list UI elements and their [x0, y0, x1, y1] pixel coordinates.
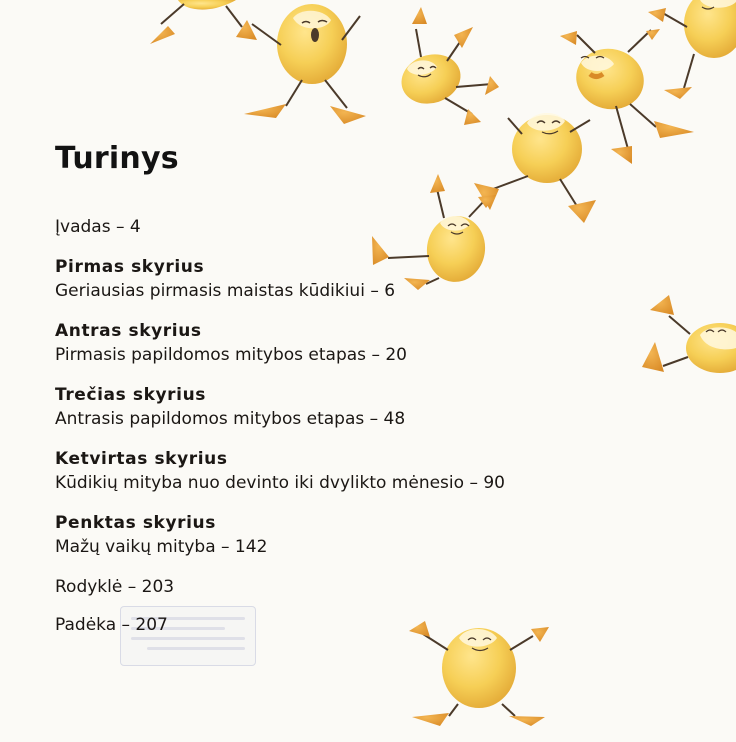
- toc-chapter-line: Kūdikių mityba nuo devinto iki dvylikto mėnesio – 90: [55, 473, 505, 493]
- potato-character-1: [150, 0, 257, 44]
- toc-chapter-line: Antrasis papildomos mitybos etapas – 48: [55, 409, 406, 429]
- potato-character-6: [474, 113, 596, 223]
- toc-chapter-heading: Trečias skyrius: [55, 385, 206, 405]
- potato-character-5: [648, 0, 736, 99]
- toc-index: Rodyklė – 203: [55, 577, 175, 597]
- toc-chapter-heading: Antras skyrius: [55, 321, 202, 341]
- toc-chapter-heading: Ketvirtas skyrius: [55, 449, 228, 469]
- toc-intro: Įvadas – 4: [55, 217, 141, 237]
- toc-chapter-4: [55, 448, 675, 494]
- toc-chapter-2: [55, 320, 675, 366]
- table-of-contents: [55, 216, 675, 654]
- potato-character-4: [560, 29, 694, 164]
- toc-chapter-1: [55, 256, 675, 302]
- toc-chapter-3: [55, 384, 675, 430]
- toc-chapter-line: Geriausias pirmasis maistas kūdikiui – 6: [55, 281, 396, 301]
- toc-chapter-line: Pirmasis papildomos mitybos etapas – 20: [55, 345, 407, 365]
- potato-character-2: [244, 4, 366, 124]
- page-title: Turinys: [55, 141, 179, 176]
- potato-character-3: [395, 7, 499, 125]
- toc-chapter-5: [55, 512, 675, 558]
- toc-chapter-heading: Pirmas skyrius: [55, 257, 205, 277]
- toc-thanks: Padėka – 207: [55, 615, 168, 635]
- toc-chapter-heading: Penktas skyrius: [55, 513, 216, 533]
- toc-chapter-line: Mažų vaikų mityba – 142: [55, 537, 268, 557]
